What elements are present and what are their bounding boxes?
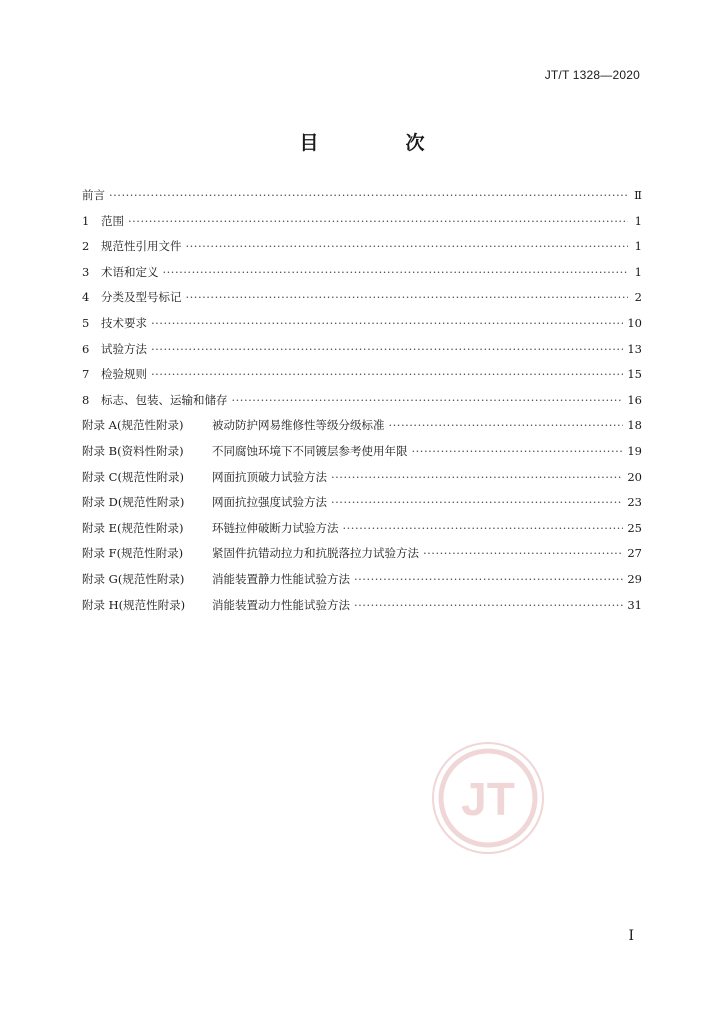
toc-page-number: Ⅱ <box>634 188 642 202</box>
standard-code: JT/T 1328—2020 <box>544 68 640 82</box>
toc-page-number: 23 <box>627 495 642 510</box>
toc-page-number: 2 <box>634 290 642 305</box>
appendix-label: 附录 H(规范性附录) <box>82 597 186 612</box>
toc-entry-title: 技术要求 <box>101 315 147 330</box>
dot-leader <box>354 572 623 586</box>
toc-entry-title: 规范性引用文件 <box>101 239 182 254</box>
toc-appendix-a[interactable] <box>82 417 642 443</box>
toc-entry-title: 术语和定义 <box>101 264 159 279</box>
toc-entry-title: 检验规则 <box>101 367 147 382</box>
toc-entry-7[interactable] <box>82 366 642 392</box>
dot-leader <box>412 444 624 458</box>
toc-entry-title: 分类及型号标记 <box>101 290 182 305</box>
toc-section-number: 1 <box>82 213 90 228</box>
toc-entry-title: 环链拉伸破断力试验方法 <box>212 520 339 535</box>
toc-page-number: 27 <box>627 546 642 561</box>
dot-leader <box>389 418 624 432</box>
toc-entry-title: 网面抗拉强度试验方法 <box>212 495 327 510</box>
table-of-contents <box>82 187 642 622</box>
toc-page-number: 25 <box>627 520 642 535</box>
toc-page-number: 13 <box>627 341 642 356</box>
toc-page-number: 1 <box>634 264 642 279</box>
toc-page-number: 29 <box>627 571 642 586</box>
toc-section-number: 5 <box>82 315 90 330</box>
toc-entry-5[interactable] <box>82 315 642 341</box>
toc-section-number: 7 <box>82 367 90 382</box>
toc-section-number: 2 <box>82 239 90 254</box>
dot-leader <box>232 393 624 407</box>
toc-page-number: 18 <box>627 418 642 433</box>
appendix-label: 附录 G(规范性附录) <box>82 571 185 586</box>
toc-entry-title: 消能装置静力性能试验方法 <box>212 571 350 586</box>
dot-leader <box>109 188 628 202</box>
dot-leader <box>354 598 623 612</box>
toc-page-number: 20 <box>627 469 642 484</box>
dot-leader <box>163 265 629 279</box>
toc-entry-3[interactable] <box>82 264 642 290</box>
toc-entry-4[interactable] <box>82 289 642 315</box>
dot-leader <box>423 546 623 560</box>
dot-leader <box>151 316 623 330</box>
toc-entry-title: 不同腐蚀环境下不同镀层参考使用年限 <box>212 443 408 458</box>
toc-page-number: 15 <box>627 367 642 382</box>
dot-leader <box>128 214 628 228</box>
toc-page-number: 1 <box>634 239 642 254</box>
appendix-label: 附录 E(规范性附录) <box>82 520 184 535</box>
seal-text: JT <box>461 773 515 825</box>
toc-entry-title: 前言 <box>82 188 105 202</box>
toc-entry-foreword[interactable] <box>82 187 642 213</box>
dot-leader <box>186 239 629 253</box>
toc-appendix-c[interactable] <box>82 469 642 495</box>
appendix-label: 附录 A(规范性附录) <box>82 418 184 433</box>
toc-page-number: 31 <box>627 597 642 612</box>
dot-leader <box>331 470 623 484</box>
appendix-label: 附录 C(规范性附录) <box>82 469 184 484</box>
dot-leader <box>331 495 623 509</box>
toc-page-number: 19 <box>627 443 642 458</box>
appendix-label: 附录 F(规范性附录) <box>82 546 184 561</box>
toc-page-number: 16 <box>627 392 642 407</box>
toc-page-number: 10 <box>627 315 642 330</box>
toc-entry-title: 紧固件抗错动拉力和抗脱落拉力试验方法 <box>212 546 419 561</box>
toc-appendix-f[interactable] <box>82 545 642 571</box>
jt-watermark-seal <box>430 740 546 856</box>
toc-entry-title: 网面抗顶破力试验方法 <box>212 469 327 484</box>
toc-appendix-e[interactable] <box>82 520 642 546</box>
page-title: 目 次 <box>299 132 459 154</box>
toc-section-number: 8 <box>82 392 90 407</box>
toc-entry-8[interactable] <box>82 392 642 418</box>
toc-appendix-d[interactable] <box>82 494 642 520</box>
toc-entry-title: 范围 <box>101 213 124 228</box>
toc-entry-title: 试验方法 <box>101 341 147 356</box>
toc-entry-2[interactable] <box>82 238 642 264</box>
appendix-label: 附录 D(规范性附录) <box>82 495 185 510</box>
dot-leader <box>151 342 623 356</box>
toc-section-number: 4 <box>82 290 90 305</box>
page-number: I <box>628 928 634 944</box>
toc-appendix-b[interactable] <box>82 443 642 469</box>
toc-appendix-h[interactable] <box>82 597 642 623</box>
appendix-label: 附录 B(资料性附录) <box>82 443 184 458</box>
toc-page-number: 1 <box>634 213 642 228</box>
toc-appendix-g[interactable] <box>82 571 642 597</box>
dot-leader <box>343 521 624 535</box>
toc-entry-title: 被动防护网易维修性等级分级标准 <box>212 418 385 433</box>
dot-leader <box>186 290 629 304</box>
toc-entry-title: 标志、包装、运输和储存 <box>101 392 228 407</box>
dot-leader <box>151 367 623 381</box>
toc-section-number: 3 <box>82 264 90 279</box>
toc-entry-6[interactable] <box>82 341 642 367</box>
toc-entry-1[interactable] <box>82 213 642 239</box>
toc-section-number: 6 <box>82 341 90 356</box>
toc-entry-title: 消能装置动力性能试验方法 <box>212 597 350 612</box>
